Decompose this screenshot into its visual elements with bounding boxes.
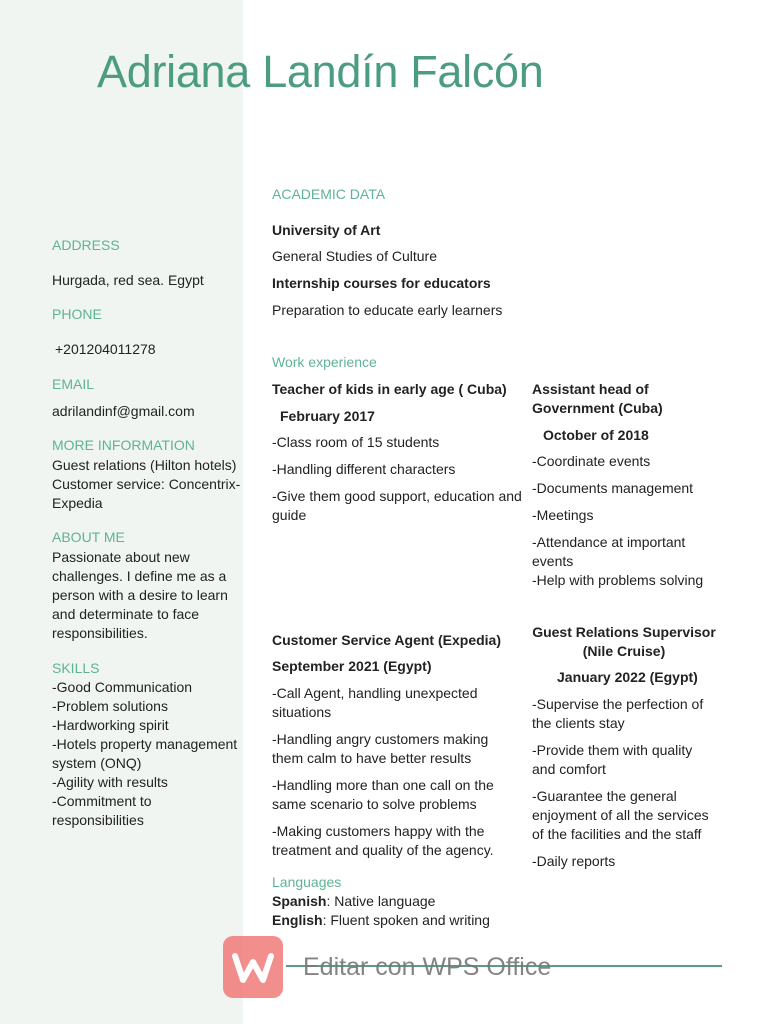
about-me-text bbox=[52, 548, 228, 643]
skills-list bbox=[52, 678, 237, 830]
email-heading: EMAIL bbox=[52, 376, 95, 392]
job-bullet: -Making customers happy with the treatment and quality of the agency. bbox=[272, 823, 494, 858]
job-date: February 2017 bbox=[280, 408, 375, 424]
job-bullets bbox=[532, 452, 712, 590]
job-bullet: -Call Agent, handling unexpected situations bbox=[272, 685, 478, 720]
about-me-heading: ABOUT ME bbox=[52, 529, 125, 545]
academic-description: Preparation to educate early learners bbox=[272, 302, 503, 318]
wps-logo-icon[interactable] bbox=[223, 936, 283, 998]
about-me-line: and determinate to face bbox=[52, 606, 200, 622]
watermark-text[interactable]: Editar con WPS Office bbox=[303, 953, 552, 981]
skill-item: responsibilities bbox=[52, 812, 144, 828]
address-value: Hurgada, red sea. Egypt bbox=[52, 272, 204, 288]
job-bullet: -Handling more than one call on the same scenario to solve problems bbox=[272, 777, 494, 812]
skill-item: -Commitment to bbox=[52, 793, 152, 809]
languages-list bbox=[272, 892, 490, 930]
address-heading: ADDRESS bbox=[52, 237, 120, 253]
job-bullet: -Meetings bbox=[532, 507, 594, 523]
job-title: Teacher of kids in early age ( Cuba) bbox=[272, 381, 507, 397]
job-bullets bbox=[532, 695, 710, 871]
academic-title: University of Art bbox=[272, 222, 381, 238]
job-title bbox=[532, 623, 716, 661]
skill-item: -Hotels property management bbox=[52, 736, 238, 752]
about-me-line: Passionate about new bbox=[52, 549, 190, 565]
more-information-line: Expedia bbox=[52, 495, 103, 511]
job-date: October of 2018 bbox=[543, 427, 649, 443]
language-level: : Native language bbox=[326, 893, 436, 909]
email-value: adrilandinf@gmail.com bbox=[52, 403, 195, 419]
job-title-line: (Nile Cruise) bbox=[582, 643, 666, 659]
job-bullet: -Attendance at important events bbox=[532, 534, 686, 569]
language-item bbox=[272, 911, 490, 930]
job-date: January 2022 (Egypt) bbox=[557, 669, 698, 685]
job-bullet: -Documents management bbox=[532, 480, 694, 496]
academic-title: Internship courses for educators bbox=[272, 275, 491, 291]
work-heading: Work experience bbox=[272, 354, 377, 370]
academic-heading: ACADEMIC DATA bbox=[272, 186, 386, 202]
skill-item: -Hardworking spirit bbox=[52, 717, 169, 733]
skill-item: -Good Communication bbox=[52, 679, 193, 695]
skills-heading: SKILLS bbox=[52, 660, 100, 676]
more-information-line: Customer service: Concentrix- bbox=[52, 476, 241, 492]
job-bullet: -Guarantee the general enjoyment of all the services of the facilities and the staff bbox=[532, 788, 709, 842]
about-me-line: challenges. I define me as a bbox=[52, 568, 227, 584]
job-bullet: -Give them good support, education and guide bbox=[272, 488, 522, 523]
language-name: Spanish bbox=[272, 893, 327, 909]
job-bullet: -Supervise the perfection of the clients stay bbox=[532, 696, 704, 731]
job-title: Customer Service Agent (Expedia) bbox=[272, 632, 501, 648]
job-bullet: -Handling angry customers making them calm to have better results bbox=[272, 731, 489, 766]
phone-heading: PHONE bbox=[52, 306, 102, 322]
more-information-heading: MORE INFORMATION bbox=[52, 437, 195, 453]
job-bullet: -Handling different characters bbox=[272, 461, 456, 477]
job-bullet: -Daily reports bbox=[532, 853, 616, 869]
job-bullet: -Coordinate events bbox=[532, 453, 651, 469]
job-bullet: -Help with problems solving bbox=[532, 572, 704, 588]
job-title-line: Guest Relations Supervisor bbox=[532, 624, 716, 640]
skill-item: -Problem solutions bbox=[52, 698, 168, 714]
about-me-line: responsibilities. bbox=[52, 625, 148, 641]
job-bullet: -Class room of 15 students bbox=[272, 434, 440, 450]
job-title-line: Government (Cuba) bbox=[532, 400, 663, 416]
academic-description: General Studies of Culture bbox=[272, 248, 437, 264]
language-name: English bbox=[272, 912, 323, 928]
job-title bbox=[532, 380, 663, 418]
skill-item: -Agility with results bbox=[52, 774, 168, 790]
language-level: : Fluent spoken and writing bbox=[322, 912, 490, 928]
job-date: September 2021 (Egypt) bbox=[272, 658, 432, 674]
more-information-line: Guest relations (Hilton hotels) bbox=[52, 457, 237, 473]
languages-heading: Languages bbox=[272, 874, 342, 890]
language-item bbox=[272, 892, 490, 911]
skill-item: system (ONQ) bbox=[52, 755, 142, 771]
resume-name: Adriana Landín Falcón bbox=[97, 46, 544, 97]
phone-value: +201204011278 bbox=[55, 341, 156, 357]
job-bullets bbox=[272, 433, 524, 525]
job-bullets bbox=[272, 684, 500, 860]
about-me-line: person with a desire to learn bbox=[52, 587, 228, 603]
job-title-line: Assistant head of bbox=[532, 381, 649, 397]
more-information-text bbox=[52, 456, 240, 513]
job-bullet: -Provide them with quality and comfort bbox=[532, 742, 693, 777]
